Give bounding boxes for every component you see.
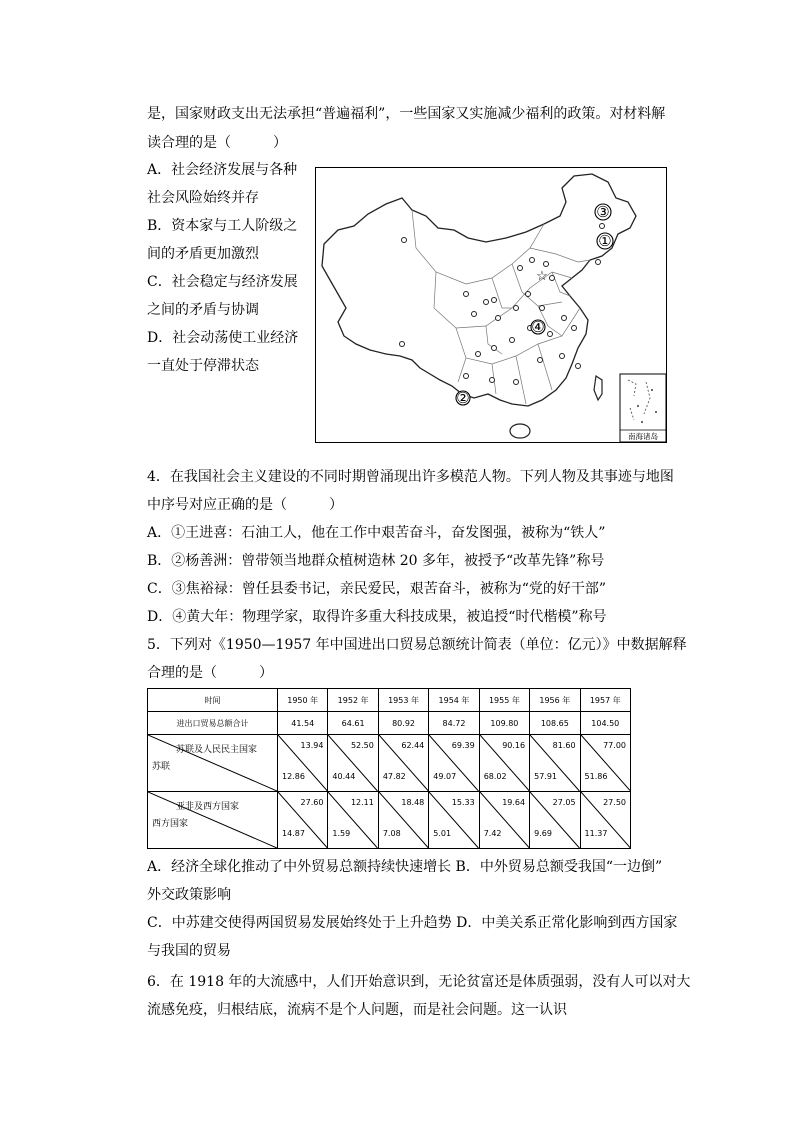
split-label-top: 苏联及人民民主国家 [176, 745, 258, 755]
split-value-cell [530, 792, 580, 849]
table-row-total [148, 712, 631, 735]
total-cell: 64.61 [328, 712, 378, 735]
value-bottom: 14.87 [282, 829, 305, 838]
year-cell: 1950 年 [278, 689, 328, 712]
value-top: 62.44 [401, 741, 425, 750]
value-bottom: 51.86 [584, 772, 608, 781]
taiwan-island [594, 376, 602, 400]
total-cell: 108.65 [530, 712, 580, 735]
split-label-bottom: 西方国家 [152, 819, 189, 829]
svg-text:③: ③ [596, 203, 610, 221]
q3-option-d-line1: D．社会动荡使工业经济 [147, 330, 299, 346]
q3-stem-line1: 是，国家财政支出无法承担“普遍福利”，一些国家又实施减少福利的政策。对材料解 [147, 106, 666, 122]
q5-options-line3: C．中苏建交使得两国贸易发展始终处于上升趋势 D．中美关系正常化影响到西方国家 [147, 915, 678, 931]
q4-option-d: D．④黄大年：物理学家，取得许多重大科技成果，被追授“时代楷模”称号 [147, 609, 607, 625]
q3-option-a-line2: 社会风险始终并存 [147, 190, 259, 206]
value-top: 27.05 [552, 798, 576, 807]
q3-stem-line2: 读合理的是（ ） [147, 135, 287, 151]
split-value-cell [580, 792, 630, 849]
q4-stem-line1: 4．在我国社会主义建设的不同时期曾涌现出许多模范人物。下列人物及其事迹与地图 [147, 469, 674, 485]
value-top: 52.50 [350, 741, 374, 750]
marker-4 [531, 318, 545, 336]
value-bottom: 49.07 [433, 772, 457, 781]
q6-stem-line2: 流感免疫，归根结底，流病不是个人问题，而是社会问题。这一认识 [147, 1002, 567, 1018]
value-top: 69.39 [451, 741, 475, 750]
table-corner: 时间 [148, 689, 278, 712]
split-value-cell [378, 792, 428, 849]
trade-table [147, 688, 631, 849]
split-value-cell [429, 735, 479, 792]
total-cell: 109.80 [479, 712, 529, 735]
split-value-cell [479, 792, 529, 849]
q5-options-line1: A．经济全球化推动了中外贸易总额持续快速增长 B．中外贸易总额受我国“一边倒” [147, 859, 663, 875]
split-label-bottom: 苏联 [152, 762, 171, 772]
marker-2 [456, 389, 470, 407]
china-map [315, 167, 667, 443]
svg-text:②: ② [456, 389, 470, 407]
split-value-cell [328, 792, 378, 849]
split-value-cell [378, 735, 428, 792]
q3-option-c-line1: C．社会稳定与经济发展 [147, 274, 298, 290]
value-bottom: 9.69 [534, 829, 552, 838]
q3-option-a-line1: A．社会经济发展与各种 [147, 162, 298, 178]
q4-option-b: B．②杨善洲：曾带领当地群众植树造林 20 多年，被授予“改革先锋”称号 [147, 553, 605, 569]
q3-option-d-line2: 一直处于停滞状态 [147, 358, 259, 374]
split-value-cell [278, 792, 328, 849]
total-cell: 80.92 [378, 712, 428, 735]
q5-options-line4: 与我国的贸易 [147, 943, 231, 959]
value-top: 18.48 [401, 798, 425, 807]
q3-option-b-line2: 间的矛盾更加激烈 [147, 246, 259, 262]
value-top: 15.33 [451, 798, 475, 807]
q3-option-c-line2: 之间的矛盾与协调 [147, 302, 259, 318]
value-bottom: 47.82 [382, 772, 406, 781]
year-cell: 1955 年 [479, 689, 529, 712]
svg-text:①: ① [598, 232, 612, 250]
q4-stem-line2: 中序号对应正确的是（ ） [147, 497, 343, 513]
china-outline [322, 174, 636, 406]
value-bottom: 7.08 [382, 829, 401, 838]
value-top: 13.94 [300, 741, 324, 750]
value-bottom: 5.01 [433, 829, 452, 838]
south-china-sea-inset [620, 374, 666, 442]
total-cell: 41.54 [278, 712, 328, 735]
year-cell: 1954 年 [429, 689, 479, 712]
value-bottom: 57.91 [534, 772, 558, 781]
split-value-cell [278, 735, 328, 792]
total-cell: 84.72 [429, 712, 479, 735]
value-bottom: 68.02 [483, 772, 507, 781]
split-value-cell [580, 735, 630, 792]
table-header-row [148, 689, 631, 712]
value-top: 27.60 [300, 798, 324, 807]
marker-1 [597, 232, 613, 250]
total-label: 进出口贸易总额合计 [148, 712, 278, 735]
split-label-top: 亚非及西方国家 [176, 802, 240, 812]
split-value-cell [530, 735, 580, 792]
split-value-cell [328, 735, 378, 792]
value-top: 27.50 [603, 798, 626, 807]
value-top: 81.60 [552, 741, 576, 750]
q6-stem-line1: 6．在 1918 年的大流感中，人们开始意识到，无论贫富还是体质强弱，没有人可以对大 [147, 974, 691, 990]
capital-star: ☆ [536, 269, 548, 284]
year-cell: 1956 年 [530, 689, 580, 712]
table-row-soviet [148, 735, 631, 792]
year-cell: 1957 年 [580, 689, 630, 712]
year-cell: 1952 年 [328, 689, 378, 712]
svg-text:④: ④ [531, 318, 545, 336]
value-top: 12.11 [350, 798, 374, 807]
value-bottom: 11.37 [584, 829, 608, 838]
total-cell: 104.50 [580, 712, 630, 735]
q3-option-b-line1: B．资本家与工人阶级之 [147, 218, 298, 234]
value-top: 19.64 [502, 798, 526, 807]
value-top: 90.16 [502, 741, 526, 750]
year-cell: 1953 年 [378, 689, 428, 712]
value-bottom: 40.44 [332, 772, 356, 781]
q4-option-c: C．③焦裕禄：曾任县委书记，亲民爱民，艰苦奋斗，被称为“党的好干部” [147, 581, 607, 597]
value-bottom: 12.86 [282, 772, 305, 781]
china-map-drawing [316, 168, 668, 444]
split-label-cell [148, 792, 278, 849]
q5-stem-line2: 合理的是（ ） [147, 665, 273, 681]
split-label-cell [148, 735, 278, 792]
table-row-west [148, 792, 631, 849]
q4-option-a: A．①王进喜：石油工人，他在工作中艰苦奋斗，奋发图强，被称为“铁人” [147, 525, 606, 541]
inset-caption: 南海诸岛 [628, 432, 658, 441]
hainan-island [510, 424, 530, 438]
marker-3 [595, 203, 611, 221]
split-value-cell [479, 735, 529, 792]
q5-stem-line1: 5．下列对《1950—1957 年中国进出口贸易总额统计简表（单位：亿元）》中数据解释 [147, 637, 687, 653]
value-bottom: 1.59 [332, 829, 351, 838]
q5-options-line2: 外交政策影响 [147, 887, 231, 903]
value-top: 77.00 [603, 741, 626, 750]
value-bottom: 7.42 [483, 829, 502, 838]
split-value-cell [429, 792, 479, 849]
